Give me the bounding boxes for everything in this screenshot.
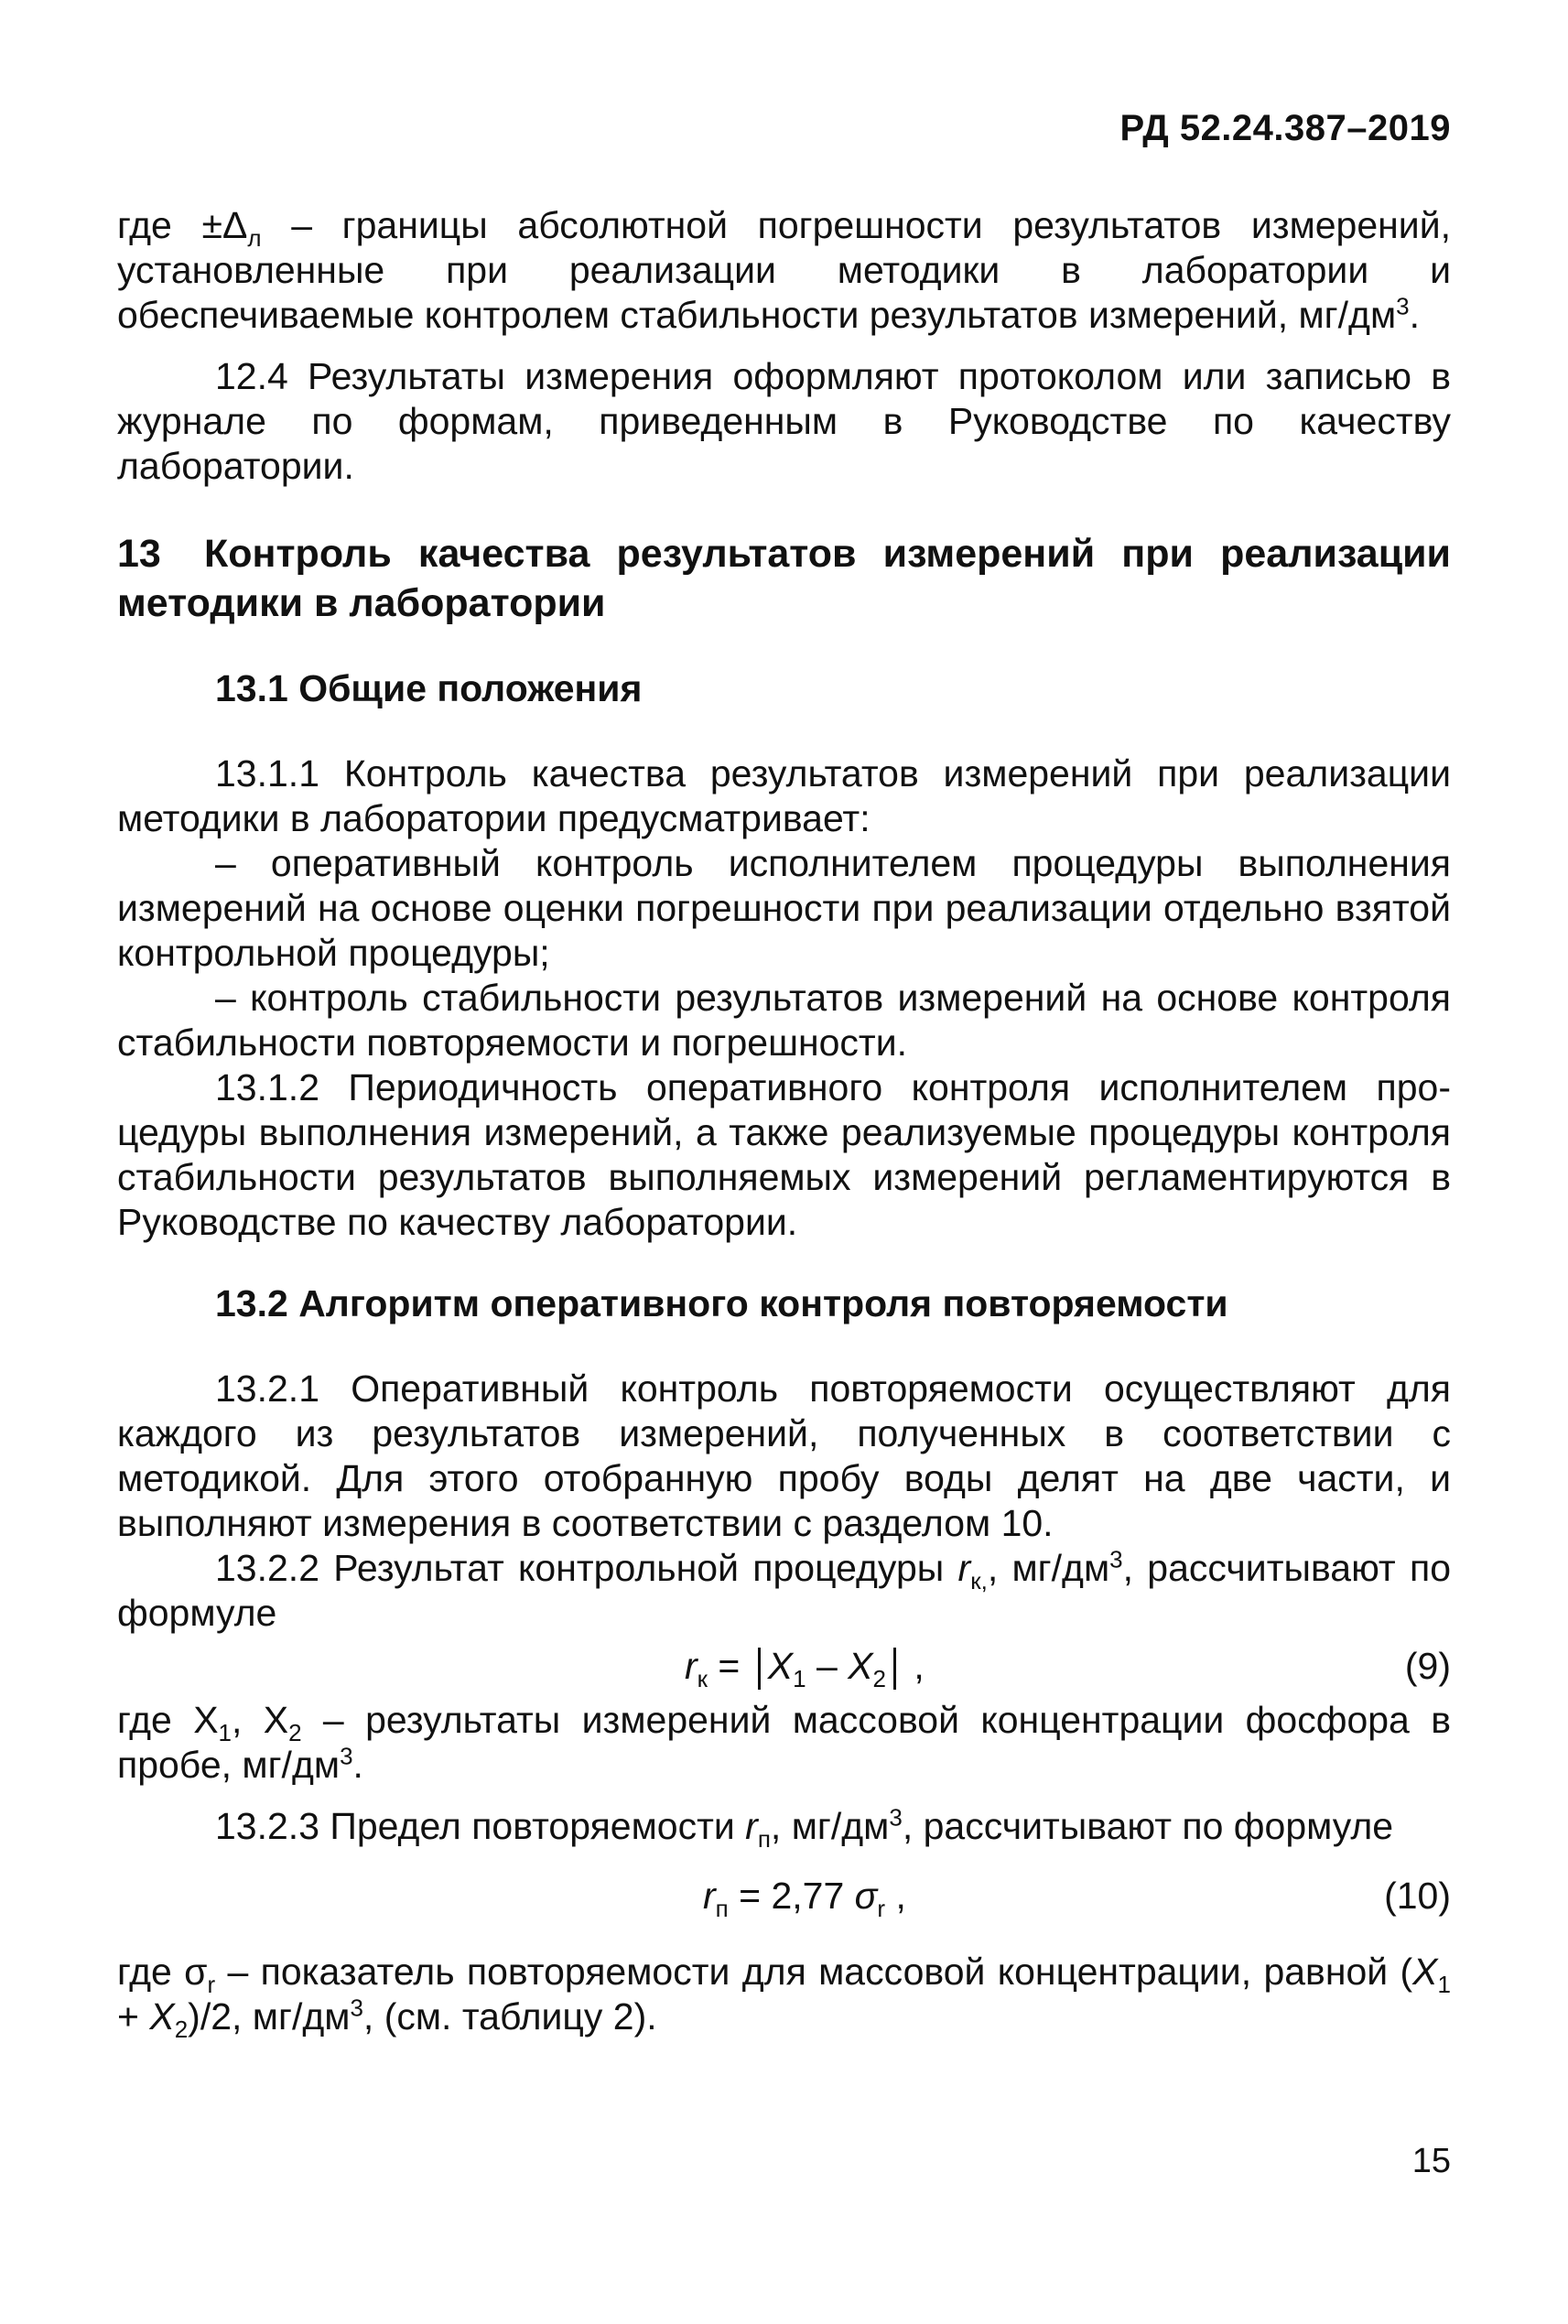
list-item: – оперативный контроль исполнителем процедуры выполнения измерений на основе оценки погрешности при реализации отдельно взятой контрольной процедуры;	[117, 842, 1451, 974]
page-number: 15	[1411, 2142, 1451, 2180]
paragraph-13-2-1: 13.2.1 Оперативный контроль повторяемости осуществляют для каждого из результатов измерений, полученных в соответствии с методикой. Для этого отобранную пробу воды делят на две части, и выполняют измерения в соответствии с разделом 10.	[117, 1367, 1451, 1544]
section-title: Контроль качества результатов измерений при реализации методики в лаборатории	[117, 532, 1451, 625]
text-body	[117, 203, 1451, 2044]
equation-number: (10)	[1384, 1875, 1451, 1917]
abs-bar-left	[758, 1648, 761, 1690]
paragraph-13-1-1: 13.1.1 Контроль качества результатов измерений при реализации методики в лаборатории предусматривает:	[117, 752, 1451, 839]
equation-number: (9)	[1404, 1645, 1451, 1687]
paragraph-13-1-2: 13.1.2 Периодичность оперативного контроля исполнителем процедуры выполнения измерений, а также реализуемые процедуры контроля стабильности результатов выполняемых измерений регламентируются в Руководстве по качеству лаборатории.	[117, 1066, 1451, 1243]
formula-10: $r_п = 2,77$ $\sigma_r$ , (10)	[117, 1869, 1451, 1922]
paragraph-13-2-2: 13.2.2 Результат контрольной процедуры $r_{к,}$, $мг/дм^3$, рассчитывают по формуле	[117, 1545, 1451, 1634]
paragraph-x-definition: где $X_1$, $X_2$ – результаты измерений массовой концентрации фосфора в пробе, $мг/дм^3$.	[117, 1699, 1451, 1786]
subsection-13-1-heading: 13.1 Общие положения	[215, 667, 643, 709]
subsection-13-2-heading: 13.2 Алгоритм оперативного контроля повторяемости	[215, 1282, 1228, 1324]
document-code: РД 52.24.387–2019	[1119, 108, 1451, 148]
section-number: 13	[117, 532, 161, 576]
paragraph-sigma-definition: где $\sigma_r$ – показатель повторяемости для массовой концентрации, равной $(X_1 + X_2)/2$, $мг/дм^3$, (см. таблицу 2).	[117, 1951, 1451, 2044]
abs-bar-right	[893, 1648, 896, 1690]
list-item: – контроль стабильности результатов измерений на основе контроля стабильности повторяемости и погрешности.	[117, 977, 1451, 1064]
paragraph-delta-definition: где $\pm\Delta_л$ – границы абсолютной погрешности результатов измерений, установленные при реализации методики в лаборатории и обеспечиваемые контролем стабильности результатов измерений, $мг/дм^3$.	[117, 204, 1451, 336]
paragraph-13-2-3: 13.2.3 Предел повторяемости $r_п$, $мг/дм^3$, рассчитывают по формуле	[215, 1803, 1394, 1854]
section-13-heading	[117, 529, 1451, 628]
paragraph-12-4: 12.4 Результаты измерения оформляют протоколом или записью в журнале по формам, приведенным в Руководстве по качеству лаборатории.	[117, 355, 1451, 487]
formula-9: $r_к = X_1 - X_2$ , (9)	[117, 1639, 1451, 1692]
